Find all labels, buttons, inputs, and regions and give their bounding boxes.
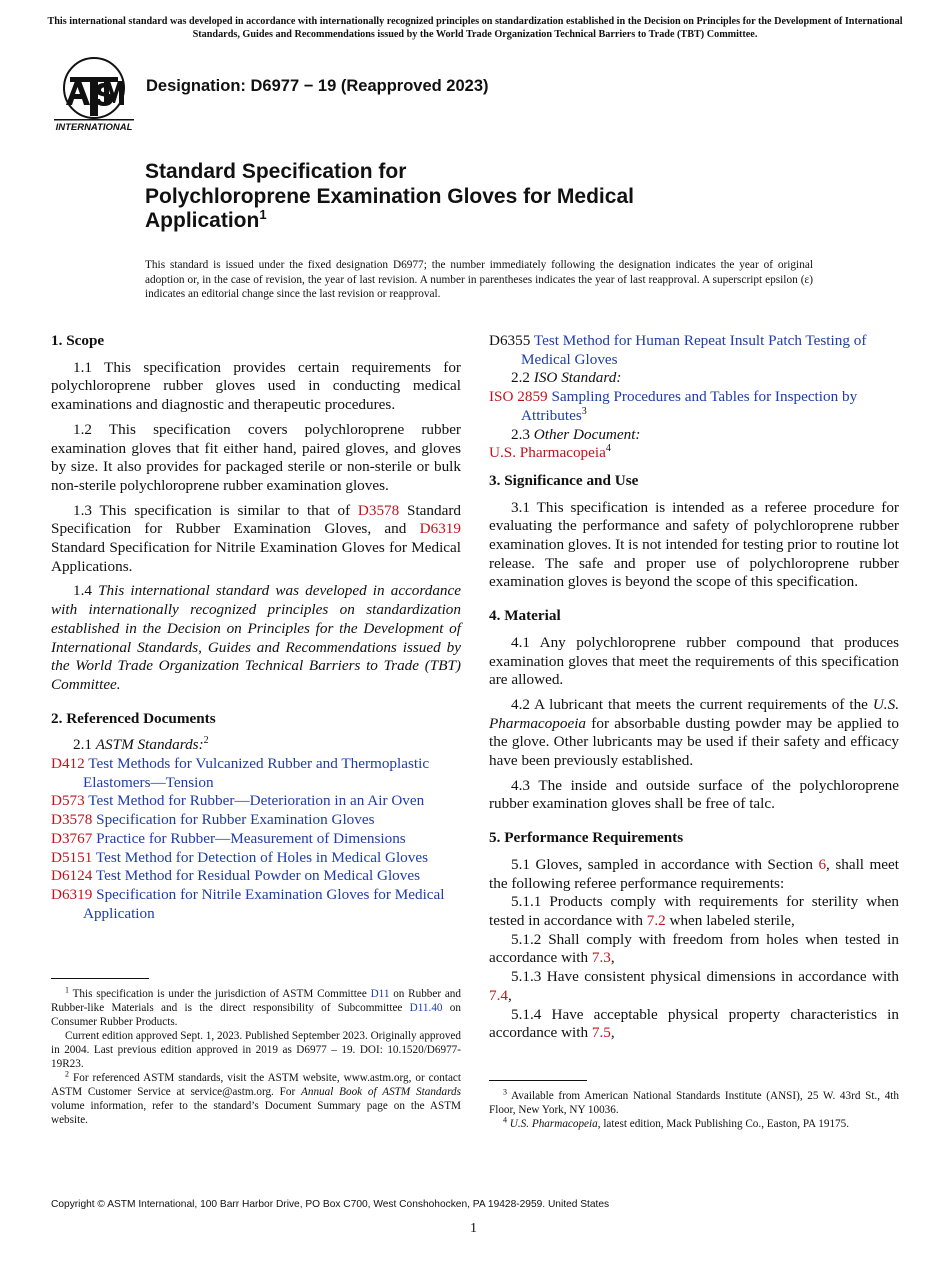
ref-title-d6319[interactable]: Specification for Nitrile Examination Gloves for Medical Application <box>83 885 445 922</box>
section-7-3-link[interactable]: 7.3 <box>591 949 611 967</box>
footnote-1: $^1$ This specification is under the jurisdiction of ASTM Committee D11 on Rubber and Rubber-like Materials and is the direct responsibility of Subcommittee D11.40 on Consumer Rubber Products. <box>51 985 461 1028</box>
para-2-1: 2.1 ASTM Standards:$^2$ <box>73 735 209 754</box>
ref-item-d6124 <box>51 867 461 886</box>
section-2-heading: 2. Referenced Documents <box>51 709 216 727</box>
para-5-1-4: 5.1.4 Have acceptable physical property characteristics in accordance with 7.5, <box>489 1005 899 1042</box>
ref-code-d3578[interactable]: D3578 <box>51 811 93 829</box>
ref-code-d412[interactable]: D412 <box>51 755 85 773</box>
document-title <box>145 160 765 234</box>
footnote-1-edition: Current edition approved Sept. 1, 2023. Published September 2023. Originally approved in 2004. Last previous edition approved in 2019 as D6977 – 19. DOI: 10.1520/D6977-19R23. <box>51 1030 461 1070</box>
para-5-1: 5.1 Gloves, sampled in accordance with Section 6, shall meet the following referee performance requirements: <box>489 855 900 892</box>
ref-item-d3578 <box>51 811 461 830</box>
ref-code-d3767[interactable]: D3767 <box>51 829 93 847</box>
title-line-3: Application <box>145 209 260 232</box>
para-5-1-1: 5.1.1 Products comply with requirements for sterility when tested in accordance with 7.2 when labeled sterile, <box>489 893 899 929</box>
ref-title-d6355[interactable]: Test Method for Human Repeat Insult Patch Testing of Medical Gloves <box>521 332 867 368</box>
para-5-1-3: 5.1.3 Have consistent physical dimensions in accordance with 7.4, <box>489 968 899 1004</box>
top-note: This international standard was developed in accordance with internationally recognized principles on standardization established in the Decision on Principles for the Development of International Standards, Guides and Recommendations issued by the World Trade Organization Technical Barriers to Trade (TBT) Committee. <box>47 16 903 40</box>
ref-title-iso2859[interactable]: Sampling Procedures and Tables for Inspection by Attributes <box>521 388 858 424</box>
para-1-4: 1.4 This international standard was developed in accordance with internationally recognized principles on standardization established in the Decision on Principles for the Development of International Standards, Guides and Recommendations issued by the World Trade Organization Technical Barriers to Trade (TBT) Committee. <box>51 582 462 693</box>
ref-code-d573[interactable]: D573 <box>51 792 85 810</box>
committee-link-d11[interactable]: D11 <box>370 988 390 1000</box>
footnote-rule-right <box>489 1080 587 1081</box>
copyright-notice: Copyright © ASTM International, 100 Barr Harbor Drive, PO Box C700, West Conshohocken, PA 19428-2959. United States <box>51 1199 610 1210</box>
designation: Designation: D6977 − 19 (Reapproved 2023) <box>146 77 489 95</box>
footnotes-left <box>51 987 461 1127</box>
issued-note: This standard is issued under the fixed designation D6977; the number immediately following the designation indicates the year of original adoption or, in the case of revision, the year of last revision. A number in parentheses indicates the year of last reapproval. A superscript epsilon (ε) indicates an editorial change since the last revision or reapproval. <box>145 259 813 300</box>
para-2-3: 2.3 Other Document: <box>511 425 641 443</box>
ref-title-d573[interactable]: Test Method for Rubber—Deterioration in an Air Oven <box>88 792 425 810</box>
ref-code-d5151[interactable]: D5151 <box>51 848 93 866</box>
section-5-heading: 5. Performance Requirements <box>489 829 684 847</box>
ref-code-d6319[interactable]: D6319 <box>51 885 93 903</box>
ref-item-d573 <box>51 792 461 811</box>
ref-item-d6355 <box>489 332 899 369</box>
left-column <box>51 332 461 923</box>
footnote-4: $^4$ U.S. Pharmacopeia, latest edition, Mack Publishing Co., Easton, PA 19175. <box>503 1115 850 1130</box>
para-4-1: 4.1 Any polychloroprene rubber compound that produces examination gloves that meet the requirements of this specification are allowed. <box>489 633 899 689</box>
ref-item-iso2859: ISO 2859 Sampling Procedures and Tables for Inspection by Attributes$^3$ <box>489 388 858 424</box>
ref-title-d412[interactable]: Test Methods for Vulcanized Rubber and Thermoplastic Elastomers—Tension <box>83 755 430 791</box>
footnote-3: $^3$ Available from American National Standards Institute (ANSI), 25 W. 43rd St., 4th Floor, New York, NY 10036. <box>489 1087 899 1116</box>
astm-reference-list <box>51 755 461 923</box>
ref-item-d3767 <box>51 830 461 849</box>
footnote-2: $^2$ For referenced ASTM standards, visit the ASTM website, www.astm.org, or contact ASTM Customer Service at service@astm.org. For Annual Book of ASTM Standards volume information, refer to the standard’s Document Summary page on the ASTM website. <box>51 1069 461 1126</box>
para-4-3: 4.3 The inside and outside surface of the polychloroprene rubber examination gloves shall be free of talc. <box>489 776 899 813</box>
footnote-rule-left <box>51 978 149 979</box>
logo-text: INTERNATIONAL <box>55 122 133 133</box>
ref-item-d412 <box>51 755 461 792</box>
footnotes-right <box>489 1089 899 1131</box>
ref-link-usp[interactable]: U.S. Pharmacopeia <box>489 444 606 462</box>
page-number: 1 <box>470 1221 477 1236</box>
right-column <box>489 332 899 1043</box>
para-4-2: 4.2 A lubricant that meets the current requirements of the U.S. Pharmacopoeia for absorbable dusting powder may be applied to the glove. Other lubricants may be used if their safety and efficacy have been previously established. <box>489 695 899 770</box>
subcommittee-link-d1140[interactable]: D11.40 <box>409 1002 443 1014</box>
title-line-1: Standard Specification for <box>145 160 407 183</box>
para-2-2: 2.2 ISO Standard: <box>511 369 622 387</box>
ref-code-d6124[interactable]: D6124 <box>51 867 93 885</box>
ref-title-d5151[interactable]: Test Method for Detection of Holes in Medical Gloves <box>95 848 429 866</box>
astm-logo <box>52 55 136 133</box>
section-4-heading: 4. Material <box>489 607 561 625</box>
ref-code-iso2859[interactable]: ISO 2859 <box>489 388 548 406</box>
ref-title-d3767[interactable]: Practice for Rubber—Measurement of Dimensions <box>96 829 406 847</box>
para-5-1-2: 5.1.2 Shall comply with freedom from holes when tested in accordance with 7.3, <box>489 930 899 967</box>
para-1-2: 1.2 This specification covers polychloroprene rubber examination gloves that fit either hand, paired gloves, and gloves by size. It also provides for packaged sterile or non-sterile or bulk non-sterile polychloroprene rubber examination gloves. <box>51 420 461 494</box>
section-6-link[interactable]: 6 <box>818 855 827 873</box>
section-3-heading: 3. Significance and Use <box>489 471 639 489</box>
section-7-2-link[interactable]: 7.2 <box>646 911 666 929</box>
para-1-1: 1.1 This specification provides certain requirements for polychloroprene rubber gloves used in conducting medical examinations and diagnostic and therapeutic procedures. <box>51 358 461 414</box>
para-3-1: 3.1 This specification is intended as a referee procedure for evaluating the performance and safety of polychloroprene rubber examination gloves. It is not intended for testing prior to routine lot release. The safe and proper use of polychloroprene rubber examination gloves is beyond the scope of this specification. <box>489 498 899 591</box>
ref-item-d6319 <box>51 886 461 923</box>
para-1-3: 1.3 This specification is similar to that of D3578 Standard Specification for Rubber Examination Gloves, and D6319 Standard Specification for Nitrile Examination Gloves for Medical Applications. <box>51 501 461 575</box>
section-7-5-link[interactable]: 7.5 <box>591 1024 611 1042</box>
title-footnote-marker[interactable]: 1 <box>259 207 267 222</box>
title-line-2: Polychloroprene Examination Gloves for Medical <box>145 184 634 208</box>
ref-link-d3578[interactable]: D3578 <box>357 501 400 519</box>
section-1-heading: 1. Scope <box>51 332 105 349</box>
ref-item-d5151 <box>51 849 461 868</box>
ref-item-usp: U.S. Pharmacopeia$^4$ <box>489 443 611 462</box>
ref-link-d6319[interactable]: D6319 <box>419 520 461 538</box>
ref-title-d6124[interactable]: Test Method for Residual Powder on Medical Gloves <box>95 867 421 885</box>
ref-code-d6355: D6355 <box>489 332 531 349</box>
section-7-4-link[interactable]: 7.4 <box>489 986 508 1004</box>
ref-title-d3578[interactable]: Specification for Rubber Examination Gloves <box>96 811 375 829</box>
